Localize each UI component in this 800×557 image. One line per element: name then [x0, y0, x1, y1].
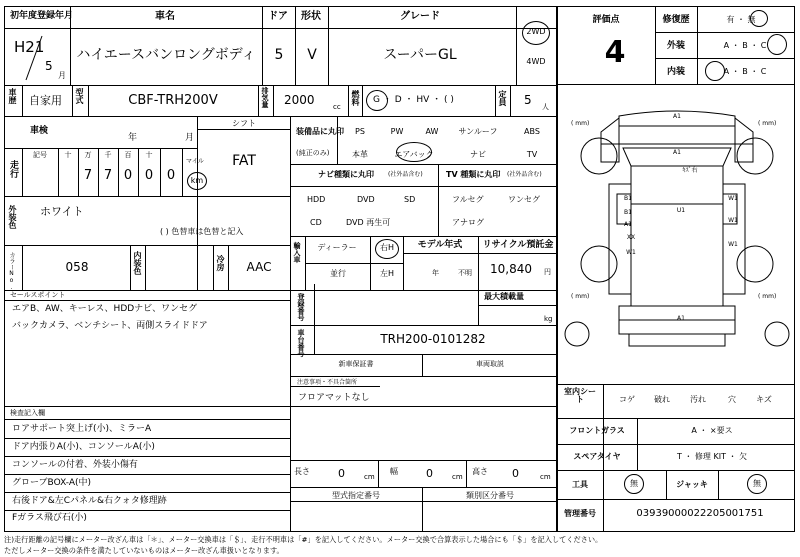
shift-value: FAT	[232, 153, 256, 169]
drive-2wd: 2WD	[526, 27, 546, 36]
import-left: 左H	[379, 269, 395, 278]
diag-xx: XX	[626, 234, 636, 241]
navi-label: ナビ種類に丸印	[318, 170, 374, 179]
diag-w1-right-2: W1	[728, 217, 738, 224]
equip-tv: TV	[526, 150, 538, 159]
mileage-unit-5: 十	[145, 151, 153, 159]
capacity-unit: 人	[542, 103, 549, 111]
use-label: 車歴	[8, 88, 17, 104]
import-label: 輸入車	[293, 242, 301, 263]
color-note: ( ) 色替車は色替と記入	[160, 227, 244, 236]
colorno-label: カラーNo.	[8, 252, 15, 291]
type-no-label: 型式指定番号	[332, 491, 380, 500]
drive-4wd: 4WD	[526, 57, 546, 66]
length-unit: cm	[364, 473, 375, 481]
height-label: 高さ	[472, 467, 488, 476]
diag-ks: ｷｽﾞ右	[682, 167, 698, 174]
equip-abs: ABS	[524, 127, 540, 136]
car-damage-diagram	[557, 84, 795, 384]
inspection-label: 検査記入欄	[10, 409, 45, 417]
diag-mm-1: ( mm)	[571, 120, 590, 127]
max-load-unit: kg	[544, 315, 553, 323]
disp-unit: cc	[333, 103, 341, 111]
diag-w1-right-3: W1	[728, 241, 738, 248]
ac-label: 冷房	[216, 255, 225, 271]
interior-color-label: 内装色	[133, 251, 142, 275]
exterior-label: 外装	[666, 41, 686, 51]
manual-label: 車両取説	[476, 360, 504, 368]
navi-sub: (社外品含む)	[388, 171, 423, 178]
inspection-line-3: コンソールの付着、外装小傷有	[12, 460, 138, 470]
seat-koge: コゲ	[619, 395, 635, 404]
width-value: 0	[426, 467, 433, 480]
recycle-label: リサイクル預託金	[482, 240, 554, 250]
diag-a1-front: A1	[673, 149, 681, 156]
equip-sunroof: サンルーフ	[458, 127, 498, 136]
length-label: 長さ	[294, 467, 310, 476]
mileage-label: 走行	[8, 160, 18, 178]
grade-label: グレード	[400, 11, 440, 22]
seat-ana: 穴	[728, 395, 736, 404]
colorno-value: 058	[65, 260, 89, 274]
length-value: 0	[338, 467, 345, 480]
front-glass-label: フロントガラス	[569, 426, 625, 435]
equip-airbag: エアバック	[394, 150, 434, 159]
reg-date-label: 初年度登録年月	[10, 11, 74, 21]
import-right: 右H	[379, 243, 395, 252]
diag-b1-left: B1	[624, 195, 632, 202]
spare-label: スペアタイヤ	[573, 452, 621, 461]
tv-sub: (社外品含む)	[507, 171, 542, 178]
interior-label: 内装	[666, 67, 686, 77]
width-label: 幅	[390, 467, 398, 476]
disp-label: 排気量	[261, 87, 269, 108]
mileage-digit-2: 7	[103, 168, 113, 183]
chassis-label: 車台番号	[297, 329, 305, 357]
diag-a1-top: A1	[673, 113, 681, 120]
height-value: 0	[512, 467, 519, 480]
tv-analog: アナログ	[452, 218, 484, 227]
notes-value: フロアマットなし	[298, 393, 370, 403]
mile-label: マイル	[186, 158, 204, 165]
notes-label: 注意事項・不具合箇所	[297, 379, 358, 386]
diag-mm-3: ( mm)	[571, 293, 590, 300]
car-name-label: 車名	[155, 11, 175, 22]
inspection-line-6: Fガラス飛び石(小)	[12, 513, 87, 523]
diag-mm-4: ( mm)	[758, 293, 777, 300]
equip-ps: PS	[355, 127, 365, 136]
navi-dvd: DVD	[357, 195, 375, 204]
grade-value: スーパーGL	[383, 47, 457, 63]
class-no-label: 類別区分番号	[466, 491, 514, 500]
mileage-digit-4: 0	[144, 168, 154, 183]
reg-month-unit: 月	[58, 71, 66, 80]
inspection-line-4: グローブBOX-A(中)	[12, 478, 92, 488]
disp-value: 2000	[284, 93, 315, 107]
diag-mm-2: ( mm)	[758, 120, 777, 127]
shape-value: V	[307, 47, 317, 63]
color-label: 外装色	[8, 205, 17, 229]
equip-pw: PW	[390, 127, 404, 136]
footer-note-2: ただしメーター交換の条件を満たしていないものはメーター改ざん車扱いとなります。	[4, 546, 284, 555]
front-glass-options: A ・ ×要ス	[691, 426, 733, 435]
mileage-unit-3: 千	[104, 151, 112, 159]
fuel-label: 燃料	[351, 90, 360, 106]
warranty-label: 新車保証書	[338, 360, 374, 368]
repair-options: 有 ・ 無	[726, 15, 756, 24]
inspection-line-1: ロアサポート突上げ(小)、ミラーA	[12, 424, 152, 434]
mileage-unit-4: 百	[124, 151, 132, 159]
tv-label: TV 種類に丸印	[446, 170, 501, 179]
footer-note-1: 注)走行距離の記号欄にメーター改ざん車は「＊」、メーター交換車は「＄」、走行不明車は「#」を記入してください。メーター交換で合算表示した場合にも「＄」を記入してください。	[4, 535, 603, 544]
ac-value: AAC	[246, 260, 272, 274]
car-name: ハイエースバンロングボディ	[76, 47, 256, 63]
tools-value: 無	[630, 479, 638, 488]
interior-a-circle	[705, 61, 725, 81]
shift-label: シフト	[232, 119, 256, 128]
use-value: 自家用	[29, 94, 62, 107]
equip-navi: ナビ	[470, 150, 486, 159]
mileage-unit-2: 万	[84, 151, 92, 159]
import-parallel: 並行	[330, 269, 346, 278]
inspection-line-5: 右後ドア&左Cパネル&右クォタ修理跡	[12, 496, 167, 506]
model-label: 型式	[75, 88, 84, 104]
model-year-unknown: 不明	[458, 269, 472, 277]
tv-fullseg: フルセグ	[452, 195, 484, 204]
equip-aw: AW	[425, 127, 439, 136]
exterior-options: A ・ B ・ C	[723, 41, 767, 50]
tools-label: 工具	[572, 480, 588, 489]
recycle-unit: 円	[544, 268, 551, 276]
interior-options: A ・ B ・ C	[723, 67, 767, 76]
navi-hdd: HDD	[307, 195, 326, 204]
mgmt-value: 03939000022205001751	[636, 508, 764, 519]
max-load-label: 最大積載量	[484, 292, 524, 301]
sales-line-2: バックカメラ、ベンチシート、両側スライドドア	[12, 321, 208, 331]
model-year-year: 年	[432, 269, 439, 277]
reg-era: H21	[14, 38, 45, 56]
navi-dvd-play: DVD 再生可	[346, 218, 391, 227]
mileage-digit-3: 0	[123, 168, 133, 183]
equipment-label: 装備品に丸印	[296, 127, 344, 136]
mgmt-label: 管理番号	[564, 509, 596, 518]
seat-yabure: 破れ	[654, 395, 670, 404]
mileage-unit-1: 十	[64, 151, 72, 159]
mileage-digit-1: 7	[83, 168, 93, 183]
diag-w1-right: W1	[728, 195, 738, 202]
door-label: ドア	[268, 11, 288, 22]
width-unit: cm	[452, 473, 463, 481]
shape-label: 形状	[301, 11, 321, 22]
capacity-value: 5	[524, 93, 532, 107]
color-value: ホワイト	[40, 205, 84, 218]
capacity-label: 定員	[498, 90, 507, 106]
door-count: 5	[274, 47, 284, 63]
fuel-options: G ・ D ・ HV ・ ( )	[373, 95, 454, 105]
sales-label: セールスポイント	[10, 291, 66, 299]
shaken-year: 年	[128, 133, 138, 143]
repair-no-circle	[750, 10, 768, 27]
mileage-note-label: 記号	[33, 151, 47, 159]
height-unit: cm	[540, 473, 551, 481]
shaken-label: 車検	[30, 126, 49, 136]
tv-oneseg: ワンセグ	[508, 195, 540, 204]
model-value: CBF-TRH200V	[128, 93, 218, 108]
mileage-digit-5: 0	[166, 168, 176, 183]
equip-leather: 本革	[352, 150, 368, 159]
seat-kizu: キズ	[756, 395, 772, 404]
jack-label: ジャッキ	[676, 480, 708, 489]
exterior-c-circle	[767, 34, 787, 55]
reg-no-label: 登録番号	[297, 293, 305, 321]
shaken-month: 月	[185, 133, 195, 143]
spare-options: T ・ 修理 KIT ・ 欠	[676, 452, 748, 461]
import-dealer: ディーラー	[317, 243, 357, 252]
chassis-value: TRH200-0101282	[380, 332, 486, 346]
diag-u1: U1	[676, 207, 686, 214]
diag-b1-left-2: B1	[624, 209, 632, 216]
recycle-value: 10,840	[490, 262, 532, 276]
repair-label: 修復歴	[662, 15, 690, 25]
sales-line-1: エアB、AW、キーレス、HDDナビ、ワンセグ	[12, 304, 198, 314]
navi-cd: CD	[310, 218, 322, 227]
diag-a1-rear: A1	[677, 315, 685, 322]
diag-w1-left: W1	[626, 249, 636, 256]
score-value: 4	[604, 35, 626, 70]
score-label: 評価点	[592, 15, 620, 25]
diag-a1-left: A1	[624, 221, 632, 228]
equipment-sublabel: (純正のみ)	[296, 149, 330, 157]
navi-sd: SD	[404, 195, 416, 204]
inspection-line-2: ドア内張りA(小)、コンソールA(小)	[12, 442, 155, 452]
reg-month: 5	[45, 59, 53, 73]
model-year-label: モデル年式	[417, 240, 463, 250]
jack-value: 無	[753, 479, 761, 488]
km-label: km	[190, 176, 204, 185]
seat-yogore: 汚れ	[690, 395, 706, 404]
seat-label: 室内シート	[564, 387, 596, 404]
